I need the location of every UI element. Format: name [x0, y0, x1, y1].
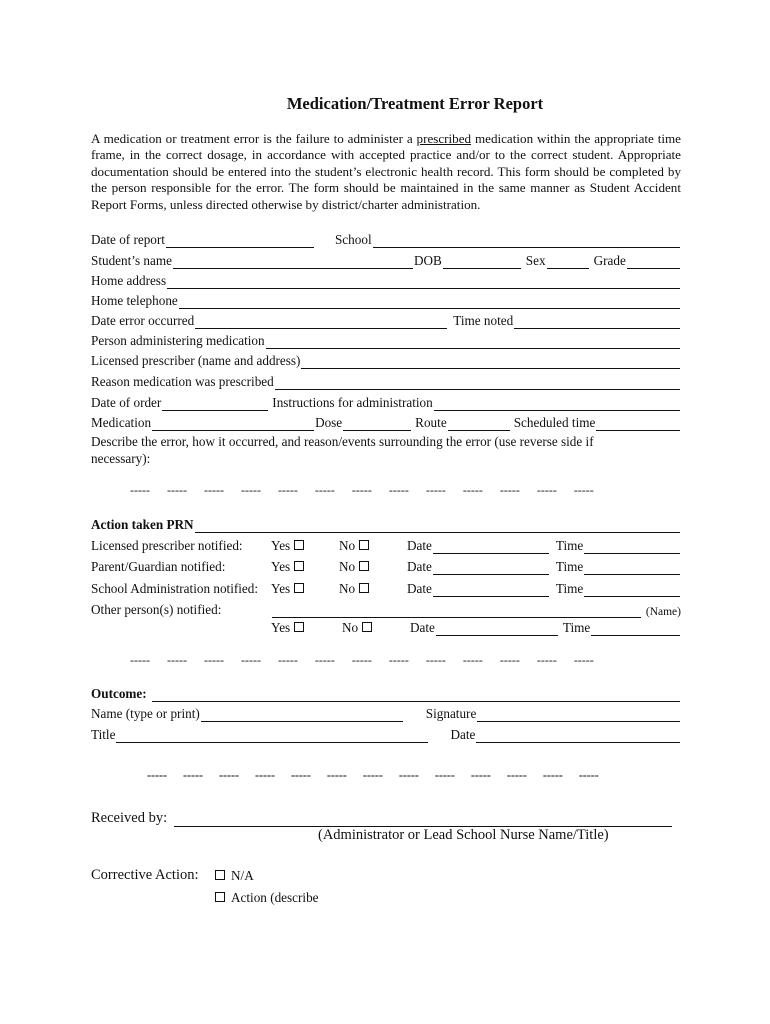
name-print-field[interactable] — [201, 708, 403, 722]
school-admin-date-field[interactable] — [433, 583, 549, 597]
action-taken-heading: Action taken PRN — [91, 517, 194, 532]
separator-dash: ----- — [130, 653, 150, 667]
parent-no[interactable] — [339, 559, 407, 575]
separator-3 — [147, 768, 599, 783]
school-admin-no[interactable] — [339, 581, 407, 597]
school-admin-notified-label: School Administration notified: — [91, 581, 259, 596]
separator-dash: ----- — [425, 653, 446, 667]
route-field[interactable] — [448, 417, 510, 431]
corrective-na-option[interactable] — [215, 868, 254, 884]
signature-field[interactable] — [477, 708, 680, 722]
row-student — [91, 251, 681, 269]
separator-dash: ----- — [462, 483, 483, 497]
separator-dash: ----- — [542, 768, 563, 782]
other-notified-label: Other person(s) notified: — [91, 602, 222, 617]
separator-dash: ----- — [326, 768, 347, 782]
school-admin-time-field[interactable] — [584, 583, 680, 597]
instructions-field[interactable] — [434, 397, 680, 411]
no-checkbox[interactable] — [359, 540, 369, 550]
no-checkbox[interactable] — [362, 622, 372, 632]
separator-dash: ----- — [203, 653, 224, 667]
intro-text-before: A medication or treatment error is the failure to administer a — [91, 131, 417, 146]
na-label: N/A — [231, 868, 254, 883]
route-label: Route — [415, 415, 447, 430]
separator-1 — [130, 483, 594, 498]
na-checkbox[interactable] — [215, 870, 225, 880]
no-checkbox[interactable] — [359, 561, 369, 571]
separator-dash: ----- — [434, 768, 455, 782]
scheduled-time-label: Scheduled time — [513, 415, 596, 430]
action-taken-field[interactable] — [195, 519, 680, 533]
row-home-address — [91, 271, 681, 289]
no-label: No — [342, 620, 359, 635]
home-telephone-label: Home telephone — [91, 293, 178, 308]
reason-prescribed-label: Reason medication was prescribed — [91, 374, 274, 389]
row-outcome — [91, 684, 681, 702]
separator-dash: ----- — [130, 483, 150, 497]
signature-label: Signature — [425, 706, 477, 721]
person-administering-field[interactable] — [266, 335, 680, 349]
students-name-label: Student’s name — [91, 253, 172, 268]
separator-dash: ----- — [351, 483, 372, 497]
separator-dash: ----- — [573, 653, 594, 667]
dose-field[interactable] — [343, 417, 411, 431]
intro-paragraph — [91, 131, 681, 213]
separator-dash: ----- — [398, 768, 419, 782]
date-label: Date — [407, 538, 432, 553]
separator-dash: ----- — [499, 483, 520, 497]
sex-label: Sex — [525, 253, 546, 268]
row-date-order — [91, 393, 681, 411]
separator-dash: ----- — [470, 768, 491, 782]
school-admin-yes[interactable] — [271, 581, 339, 597]
time-label: Time — [555, 559, 584, 574]
no-label: No — [339, 581, 356, 596]
separator-dash: ----- — [573, 483, 594, 497]
separator-dash: ----- — [536, 483, 557, 497]
separator-dash: ----- — [254, 768, 275, 782]
yes-checkbox[interactable] — [294, 622, 304, 632]
dob-label: DOB — [413, 253, 442, 268]
separator-dash: ----- — [506, 768, 527, 782]
grade-label: Grade — [593, 253, 626, 268]
date-label: Date — [410, 620, 435, 635]
parent-yes[interactable] — [271, 559, 339, 575]
separator-dash: ----- — [147, 768, 167, 782]
time-label: Time — [562, 620, 591, 635]
separator-dash: ----- — [578, 768, 599, 782]
home-address-field[interactable] — [167, 275, 680, 289]
row-other-notified — [91, 600, 681, 618]
separator-dash: ----- — [536, 653, 557, 667]
date-of-report-label: Date of report — [91, 232, 165, 247]
separator-dash: ----- — [314, 653, 335, 667]
parent-time-field[interactable] — [584, 561, 680, 575]
row-home-telephone — [91, 291, 681, 309]
action-describe-label: Action (describe — [231, 890, 319, 905]
describe-error-line-2: necessary): — [91, 451, 151, 466]
no-label: No — [339, 538, 356, 553]
title-label: Title — [91, 727, 116, 742]
row-parent-notified — [91, 557, 681, 575]
row-school-admin-notified — [91, 579, 681, 597]
no-label: No — [339, 559, 356, 574]
parent-notified-label: Parent/Guardian notified: — [91, 559, 226, 574]
scheduled-time-field[interactable] — [596, 417, 680, 431]
separator-dash: ----- — [182, 768, 203, 782]
separator-dash: ----- — [388, 653, 409, 667]
licensed-no[interactable] — [339, 538, 407, 554]
separator-dash: ----- — [203, 483, 224, 497]
no-checkbox[interactable] — [359, 583, 369, 593]
corrective-action-option[interactable] — [215, 890, 319, 906]
dob-field[interactable] — [443, 255, 521, 269]
row-reason-prescribed — [91, 372, 681, 390]
time-noted-label: Time noted — [453, 313, 514, 328]
row-title-date — [91, 725, 681, 743]
row-received-by — [91, 809, 673, 827]
sex-field[interactable] — [547, 255, 589, 269]
separator-dash: ----- — [166, 483, 187, 497]
outcome-heading: Outcome: — [91, 686, 147, 701]
person-administering-label: Person administering medication — [91, 333, 265, 348]
title-field[interactable] — [116, 729, 428, 743]
page-title: Medication/Treatment Error Report — [286, 94, 544, 113]
separator-dash: ----- — [290, 768, 311, 782]
row-action-taken — [91, 515, 681, 533]
outcome-date-field[interactable] — [476, 729, 680, 743]
licensed-time-field[interactable] — [584, 540, 680, 554]
licensed-yes[interactable] — [271, 538, 339, 554]
school-label: School — [334, 232, 372, 247]
separator-dash: ----- — [240, 653, 261, 667]
other-no[interactable] — [342, 620, 410, 636]
yes-label: Yes — [271, 581, 291, 596]
outcome-field[interactable] — [152, 688, 680, 702]
describe-error-line-1: Describe the error, how it occurred, and reason/events surrounding the error (use reverse side if — [91, 434, 594, 449]
row-name-signature — [91, 704, 681, 722]
date-error-field[interactable] — [195, 315, 447, 329]
date-label: Date — [407, 581, 432, 596]
intro-text-after: medication within the appropriate time frame, in the correct dosage, in accordance with accepted practice and/or to the correct student. Appropriate documentation should be entered into the student’s electronic health record. This form should be completed by the person responsible for the error. The form should be maintained in the same manner as Student Accident Report Forms, unless directed otherwise by district/charter administration. — [91, 131, 681, 212]
yes-label: Yes — [271, 620, 291, 635]
yes-label: Yes — [271, 538, 291, 553]
time-label: Time — [555, 538, 584, 553]
date-of-report-field[interactable] — [166, 234, 314, 248]
other-date-field[interactable] — [436, 622, 558, 636]
name-hint: (Name) — [645, 606, 681, 618]
row-person-administering — [91, 331, 681, 349]
separator-dash: ----- — [351, 653, 372, 667]
yes-checkbox[interactable] — [294, 540, 304, 550]
school-field[interactable] — [373, 234, 680, 248]
yes-label: Yes — [271, 559, 291, 574]
row-medication — [91, 413, 681, 431]
reason-prescribed-field[interactable] — [275, 376, 680, 390]
time-noted-field[interactable] — [514, 315, 680, 329]
separator-dash: ----- — [277, 483, 298, 497]
licensed-prescriber-label: Licensed prescriber (name and address) — [91, 353, 301, 368]
separator-dash: ----- — [499, 653, 520, 667]
received-by-field[interactable] — [174, 813, 672, 827]
other-time-field[interactable] — [591, 622, 680, 636]
home-telephone-field[interactable] — [179, 295, 680, 309]
separator-dash: ----- — [314, 483, 335, 497]
row-licensed-prescriber — [91, 351, 681, 369]
other-name-field[interactable] — [272, 605, 641, 618]
separator-dash: ----- — [425, 483, 446, 497]
outcome-date-label: Date — [450, 727, 476, 742]
received-by-hint: (Administrator or Lead School Nurse Name/Title) — [318, 827, 609, 843]
row-date-error — [91, 311, 681, 329]
separator-dash: ----- — [277, 653, 298, 667]
medication-field[interactable] — [152, 417, 314, 431]
grade-field[interactable] — [627, 255, 680, 269]
date-of-order-field[interactable] — [162, 397, 268, 411]
time-label: Time — [555, 581, 584, 596]
licensed-date-field[interactable] — [433, 540, 549, 554]
date-of-order-label: Date of order — [91, 395, 162, 410]
row-date-school — [91, 230, 681, 248]
separator-dash: ----- — [388, 483, 409, 497]
row-other-yes-no — [91, 618, 681, 636]
separator-dash: ----- — [462, 653, 483, 667]
students-name-field[interactable] — [173, 255, 413, 269]
yes-checkbox[interactable] — [294, 561, 304, 571]
describe-error-text — [91, 433, 594, 467]
licensed-prescriber-field[interactable] — [301, 355, 680, 369]
separator-dash: ----- — [218, 768, 239, 782]
dose-label: Dose — [315, 415, 343, 430]
medication-label: Medication — [91, 415, 152, 430]
action-checkbox[interactable] — [215, 892, 225, 902]
licensed-notified-label: Licensed prescriber notified: — [91, 538, 243, 553]
corrective-action-label: Corrective Action: — [91, 867, 199, 883]
separator-2 — [130, 653, 594, 668]
received-by-label: Received by: — [91, 810, 168, 826]
intro-underlined-word: prescribed — [416, 131, 472, 146]
other-yes[interactable] — [271, 620, 342, 636]
yes-checkbox[interactable] — [294, 583, 304, 593]
parent-date-field[interactable] — [433, 561, 549, 575]
separator-dash: ----- — [240, 483, 261, 497]
instructions-label: Instructions for administration — [272, 395, 433, 410]
date-label: Date — [407, 559, 432, 574]
separator-dash: ----- — [362, 768, 383, 782]
home-address-label: Home address — [91, 273, 167, 288]
row-licensed-notified — [91, 536, 681, 554]
name-print-label: Name (type or print) — [91, 706, 200, 721]
separator-dash: ----- — [166, 653, 187, 667]
date-error-label: Date error occurred — [91, 313, 195, 328]
